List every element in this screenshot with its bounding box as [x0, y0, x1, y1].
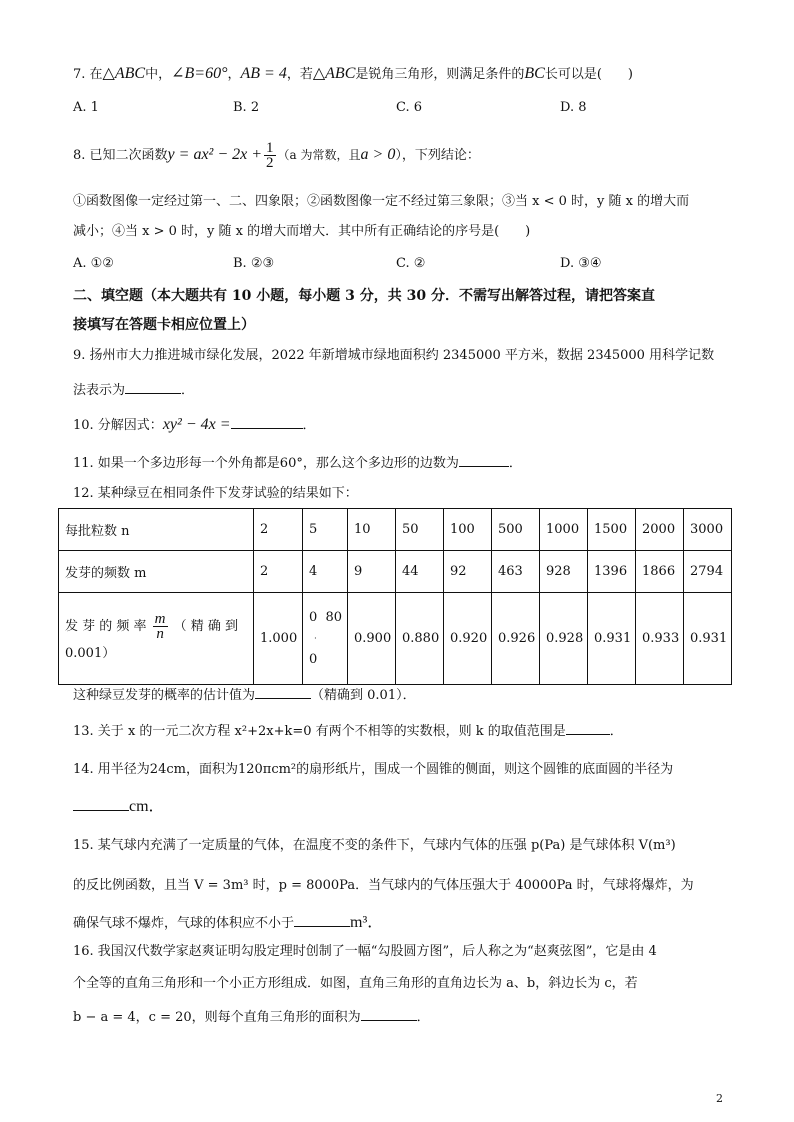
q8-function: y = ax² − 2x +: [167, 146, 263, 163]
table-cell: 1.000: [254, 593, 303, 685]
q8-option-d: D. ③④: [560, 256, 602, 271]
table-cell: 2794: [684, 551, 732, 593]
q7-text2: ，若: [286, 67, 313, 82]
q10-expression: xy² − 4x =: [162, 416, 231, 433]
q7-tail: 长可以是( ): [544, 67, 633, 82]
table-cell: 0.933: [636, 593, 684, 685]
q10-text: 10. 分解因式：: [73, 418, 163, 433]
question-13: [73, 720, 623, 742]
page-number: 2: [716, 1092, 723, 1105]
table-cell: 4: [303, 551, 348, 593]
q15-line3: [73, 912, 383, 934]
q16-line3: [73, 1006, 430, 1028]
q8-frac-num: 1: [266, 140, 274, 156]
rate-label-precision: （ 精 确 到: [173, 618, 239, 634]
q14-unit: cm．: [129, 798, 165, 815]
q10-answer-blank[interactable]: [231, 414, 303, 429]
table-cell: 463: [492, 551, 540, 593]
q16-line2: 个全等的直角三角形和一个小正方形组成．如图，直角三角形的直角边长为 a、b，斜边长为 c，若: [73, 976, 638, 991]
table-cell: 500: [492, 509, 540, 551]
q12-after-text: 这种绿豆发芽的概率的估计值为: [73, 688, 256, 703]
question-15: 15. 某气球内充满了一定质量的气体，在温度不变的条件下，气球内气体的压强 p(Pa) 是气球体积 V(m³): [73, 838, 676, 853]
table-cell: 0.900: [348, 593, 396, 685]
cell-line: 0 80: [309, 609, 343, 625]
q13-period: ．: [609, 724, 623, 739]
row-label-batch-count: 每批粒数 n: [59, 509, 254, 551]
table-cell: 100: [444, 509, 492, 551]
table-cell: 3000: [684, 509, 732, 551]
section-2-heading-line2: 接填写在答题卡相应位置上）: [73, 317, 255, 333]
q7-angle: ∠B=60°: [171, 65, 228, 82]
table-cell: 10: [348, 509, 396, 551]
question-16: 16. 我国汉代数学家赵爽证明勾股定理时创制了一幅“勾股圆方图”，后人称之为“赵爽弦图”，它是由 4: [73, 944, 657, 959]
q7-triangle: △ABC: [102, 65, 146, 82]
q8-cond: a > 0: [360, 146, 396, 163]
q9-line2: [73, 379, 194, 401]
section-2-heading: 二、填空题（本大题共有 10 小题，每小题 3 分，共 30 分．不需写出解答过程，请把答案直: [73, 288, 655, 304]
table-cell: 50: [396, 509, 444, 551]
table-cell: 44: [396, 551, 444, 593]
rate-label-text: 发 芽 的 频 率: [65, 618, 147, 634]
q7-stem: 7. 在: [73, 67, 103, 82]
q8-cond-pre: （a 为常数，且: [277, 148, 361, 162]
q11-answer-blank[interactable]: [459, 452, 509, 467]
q8-option-b: B. ②③: [233, 256, 275, 271]
q7-text3: 是锐角三角形，则满足条件的: [355, 67, 525, 82]
q9-period: ．: [181, 383, 195, 398]
q15-unit: m³．: [350, 914, 384, 931]
q10-period: ．: [302, 418, 316, 433]
table-cell: 9: [348, 551, 396, 593]
table-row: [59, 551, 732, 593]
table-cell: 0.931: [684, 593, 732, 685]
q7-ab: AB = 4: [240, 65, 287, 82]
q13-answer-blank[interactable]: [566, 720, 610, 735]
table-cell: 0.926: [492, 593, 540, 685]
q13-text: 13. 关于 x 的一元二次方程 x²+2x+k=0 有两个不相等的实数根，则 k 的取值范围是: [73, 724, 566, 739]
q7-option-d: D. 8: [560, 100, 587, 115]
row-label-germination-rate: [59, 593, 254, 685]
q9-answer-blank[interactable]: [125, 379, 181, 394]
q12-after: [73, 684, 416, 706]
q8-option-c: C. ②: [396, 256, 426, 271]
q8-option-a: A. ①②: [73, 256, 114, 271]
q15-line2: 的反比例函数，且当 V = 3m³ 时，p = 8000Pa．当气球内的气体压强大于 40000Pa 时，气球将爆炸，为: [73, 878, 694, 893]
q16-answer-blank[interactable]: [361, 1006, 417, 1021]
q7-option-a: A. 1: [73, 100, 99, 115]
question-7: 7. 在△ABC中，∠B=60°，AB = 4，若△ABC是锐角三角形，则满足条件的BC长可以是( ): [73, 65, 633, 82]
q12-after-precision: （精确到 0.01）．: [311, 688, 416, 703]
q7-option-b: B. 2: [233, 100, 260, 115]
question-14: 14. 用半径为24cm，面积为120πcm²的扇形纸片，围成一个圆锥的侧面，则这个圆锥的底面圆的半径为: [73, 762, 674, 777]
q9-line2-text: 法表示为: [73, 383, 126, 398]
q8-stem: 8. 已知二次函数: [73, 148, 168, 163]
q12-answer-blank[interactable]: [255, 684, 311, 699]
table-cell: 1000: [540, 509, 588, 551]
frac-num: m: [154, 610, 166, 627]
table-cell: 928: [540, 551, 588, 593]
q7-text: 中，: [145, 67, 172, 82]
table-cell: 0 80 · 0: [303, 593, 348, 685]
q8-fraction: [264, 141, 276, 170]
table-cell: 0.920: [444, 593, 492, 685]
q8-statements-line2: 减小；④当 x > 0 时，y 随 x 的增大而增大．其中所有正确结论的序号是( ): [73, 224, 531, 239]
rate-fraction: [153, 612, 168, 641]
q14-line2: [73, 796, 165, 818]
table-cell: 1396: [588, 551, 636, 593]
q7-triangle2: △ABC: [312, 65, 356, 82]
germination-table: [58, 508, 732, 685]
table-cell: 2: [254, 551, 303, 593]
table-cell: 2000: [636, 509, 684, 551]
table-cell: 1866: [636, 551, 684, 593]
question-10: [73, 414, 316, 436]
q11-text: 11. 如果一个多边形每一个外角都是60°，那么这个多边形的边数为: [73, 456, 459, 471]
table-row: [59, 509, 732, 551]
table-cell: 5: [303, 509, 348, 551]
table-cell: 0.928: [540, 593, 588, 685]
table-row: [59, 593, 732, 685]
question-11: [73, 452, 522, 474]
table-cell: 1500: [588, 509, 636, 551]
q15-line3-text: 确保气球不爆炸，气球的体积应不小于: [73, 916, 295, 931]
q16-period: ．: [416, 1010, 430, 1025]
q8-frac-den: 2: [266, 155, 274, 171]
q7-bc: BC: [524, 65, 545, 82]
q8-statements-line1: ①函数图像一定经过第一、二、四象限；②函数图像一定不经过第三象限；③当 x < 0 时，y 随 x 的增大而: [73, 194, 690, 209]
frac-den: n: [156, 625, 164, 642]
rate-label-line2: 0.001）: [65, 645, 116, 661]
question-8: [73, 140, 480, 171]
q8-cond-post: ），下列结论：: [395, 148, 480, 163]
row-label-germination-count: 发芽的频数 m: [59, 551, 254, 593]
table-cell: 0.880: [396, 593, 444, 685]
table-cell: 2: [254, 509, 303, 551]
question-9: 9. 扬州市大力推进城市绿化发展，2022 年新增城市绿地面积约 2345000 平方米，数据 2345000 用科学记数: [73, 348, 715, 363]
question-12: 12. 某种绿豆在相同条件下发芽试验的结果如下：: [73, 486, 358, 501]
table-cell: 0.931: [588, 593, 636, 685]
q16-line3-text: b − a = 4，c = 20，则每个直角三角形的面积为: [73, 1010, 361, 1025]
cell-line: 0: [309, 651, 318, 667]
q15-answer-blank[interactable]: [294, 912, 350, 927]
q11-period: ．: [508, 456, 522, 471]
q14-answer-blank[interactable]: [73, 796, 129, 811]
table-cell: 92: [444, 551, 492, 593]
q7-option-c: C. 6: [396, 100, 423, 115]
